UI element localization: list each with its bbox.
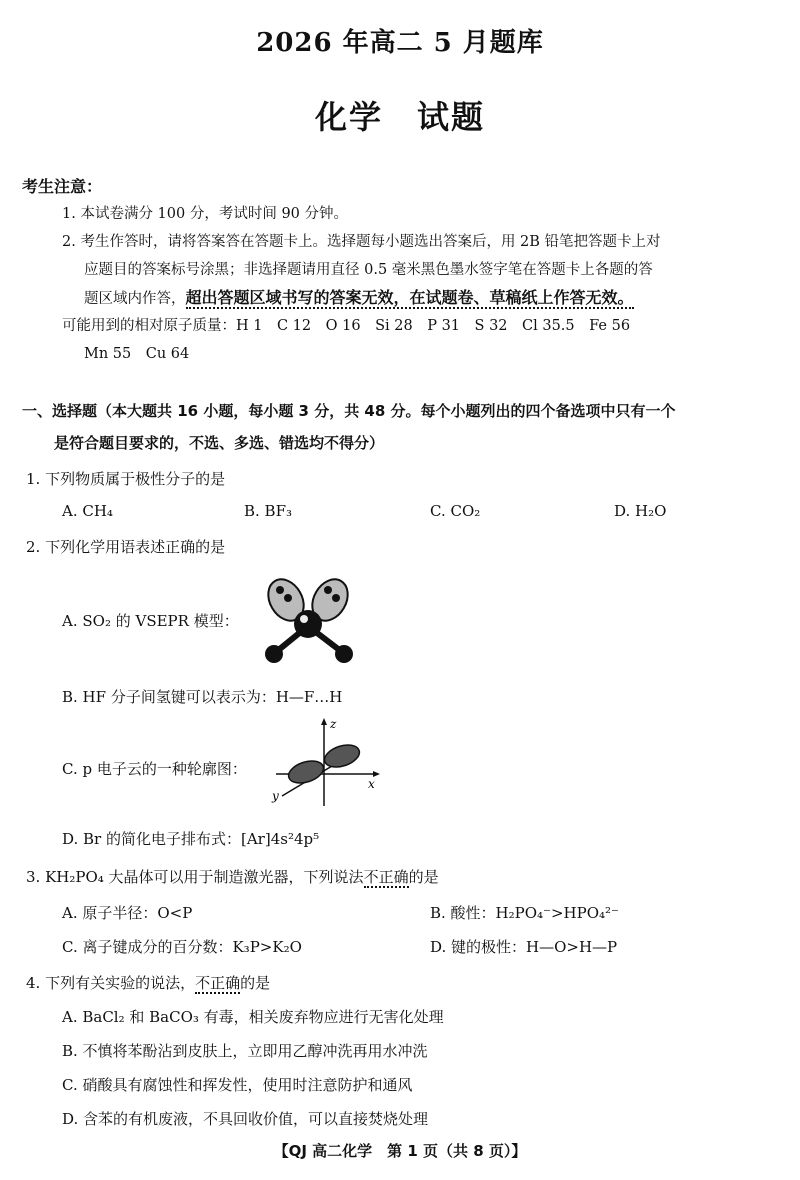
p-orbital-figure [268,714,388,810]
question-4-stem-end: 的是 [240,974,271,992]
subject-title: 化学 试题 [314,98,485,136]
question-2-option-b: B. HF 分子间氢键可以表示为：H—F…H [62,688,343,706]
question-1-option-b: B. BF₃ [244,502,293,520]
question-3-option-c: C. 离子键成分的百分数：K₃P>K₂O [62,938,302,956]
atomic-masses-line1: 可能用到的相对原子质量：H 1 C 12 O 16 Si 28 P 31 S 32 Cl 35.5 Fe 56 [62,318,631,334]
axis-z-label: z [330,717,337,731]
outer-atom-right [335,645,353,663]
question-2-stem: 2. 下列化学用语表述正确的是 [26,538,226,556]
question-3-option-a: A. 原子半径：O<P [62,904,193,922]
question-4-option-d: D. 含苯的有机废液，不具回收价值，可以直接焚烧处理 [62,1110,429,1128]
question-3-stem-text: 3. KH₂PO₄ 大晶体可以用于制造激光器，下列说法 [26,868,364,886]
question-1-stem: 1. 下列物质属于极性分子的是 [26,470,226,488]
atomic-masses-line2: Mn 55 Cu 64 [84,346,190,362]
question-3-stem-end: 的是 [408,868,439,886]
question-4-option-b: B. 不慎将苯酚沾到皮肤上，立即用乙醇冲洗再用水冲洗 [62,1042,428,1060]
axis-x-label: x [368,777,375,791]
question-4-option-a: A. BaCl₂ 和 BaCO₃ 有毒，相关废弃物应进行无害化处理 [62,1008,444,1026]
axis-y-label: y [272,789,279,803]
orbital-lobe-lower [286,757,326,787]
question-3-stem [26,866,439,887]
exam-title: 2026 年高二 5 月题库 [256,28,544,58]
vsepr-model-figure [258,574,368,666]
page-footer: 【QJ 高二化学 第 1 页（共 8 页）】 [273,1142,527,1160]
notice-item-2c [84,286,634,311]
outer-atom-left [265,645,283,663]
question-2-option-a: A. SO₂ 的 VSEPR 模型： [62,612,239,630]
notice-item-2c-text: 题区域内作答， [84,291,186,307]
question-1-option-a: A. CH₄ [62,502,113,520]
question-4-emphasis: 不正确 [195,974,241,992]
question-2-option-c: C. p 电子云的一种轮廓图： [62,760,247,778]
orbital-lobe-upper [322,741,362,771]
question-4-option-c: C. 硝酸具有腐蚀性和挥发性，使用时注意防护和通风 [62,1076,413,1094]
central-atom [294,610,322,638]
question-1-option-c: C. CO₂ [430,502,481,520]
question-4-stem [26,972,270,993]
question-1-option-d: D. H₂O [614,502,667,520]
question-3-option-d: D. 键的极性：H—O>H—P [430,938,618,956]
notice-heading: 考生注意： [22,177,103,196]
question-3-emphasis: 不正确 [363,868,409,886]
question-4-stem-text: 4. 下列有关实验的说法， [26,974,196,992]
section-heading-line1: 一、选择题（本大题共 16 小题，每小题 3 分，共 48 分。每个小题列出的四个备选项中只有一个 [22,402,676,420]
notice-item-2a: 2. 考生作答时，请将答案答在答题卡上。选择题每小题选出答案后，用 2B 铅笔把答题卡上对 [62,234,661,250]
section-heading-line2: 是符合题目要求的，不选、多选、错选均不得分） [54,434,385,452]
question-2-option-d: D. Br 的简化电子排布式：[Ar]4s²4p⁵ [62,830,320,848]
notice-warning: 超出答题区域书写的答案无效，在试题卷、草稿纸上作答无效。 [185,288,634,307]
notice-item-2b: 应题目的答案标号涂黑；非选择题请用直径 0.5 毫米黑色墨水签字笔在答题卡上各题的答 [84,262,653,278]
question-3-option-b: B. 酸性：H₂PO₄⁻>HPO₄²⁻ [430,904,619,922]
notice-item-1: 1. 本试卷满分 100 分，考试时间 90 分钟。 [62,206,349,222]
